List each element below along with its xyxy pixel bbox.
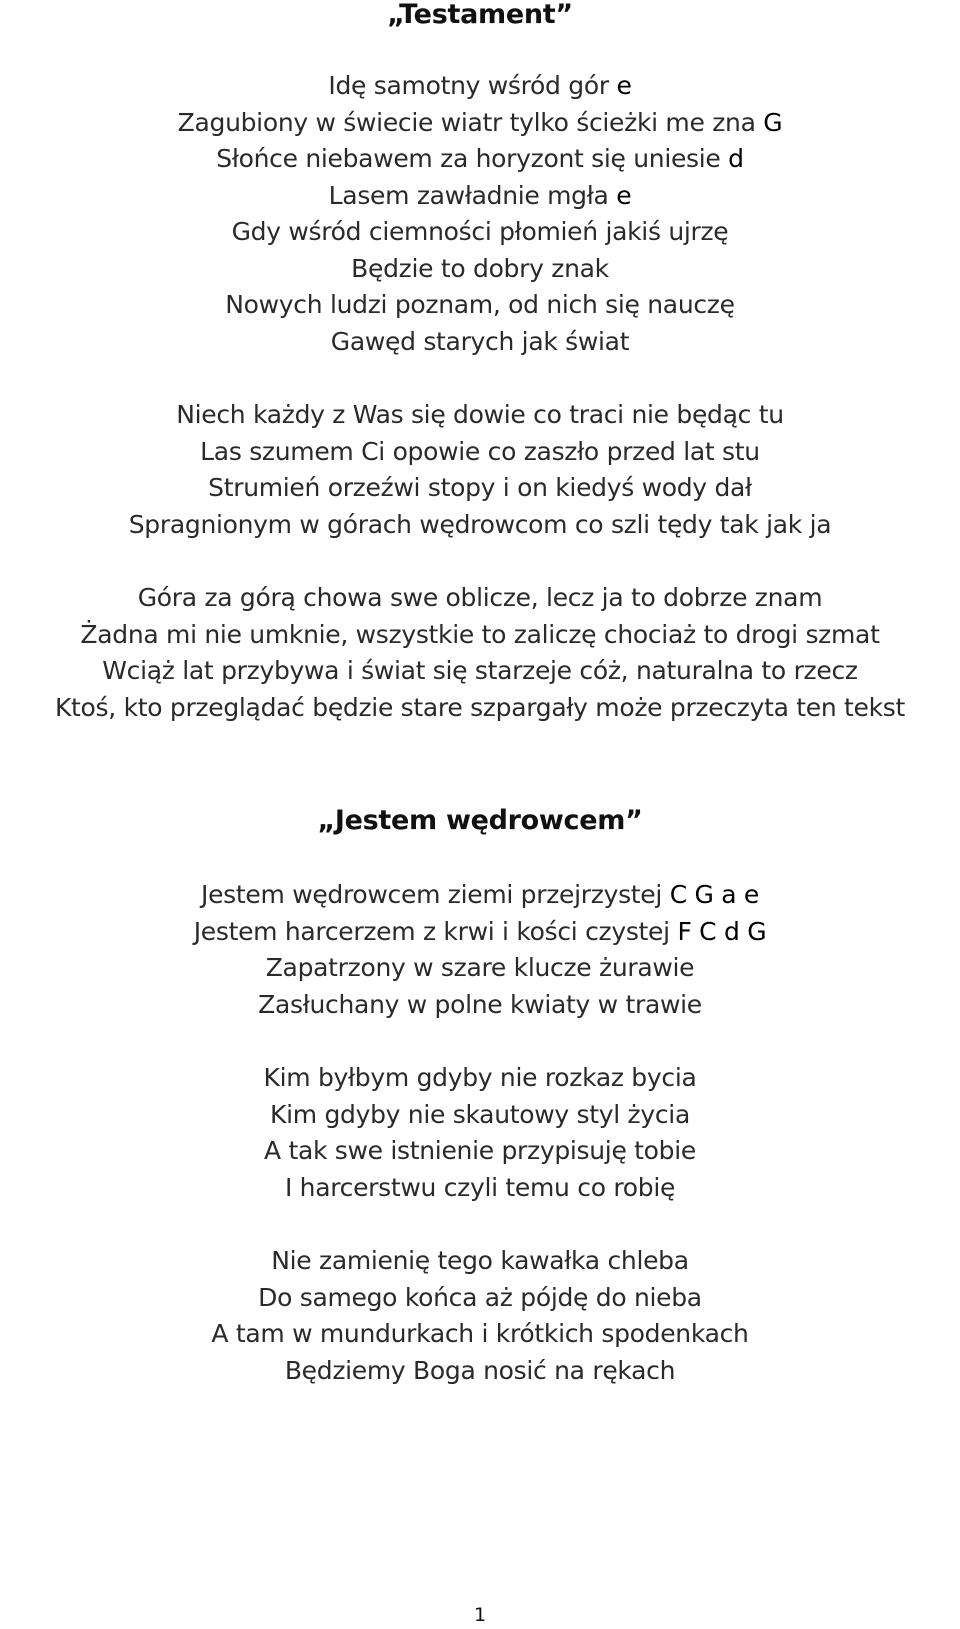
lyric-line (0, 1316, 960, 1353)
lyric-line (0, 580, 960, 617)
stanza (0, 580, 960, 726)
song-testament (0, 0, 960, 726)
chord-label: F C d G (677, 916, 767, 946)
lyric-text: Będziemy Boga nosić na rękach (284, 1355, 676, 1385)
lyric-text: Zasłuchany w polne kwiaty w trawie (258, 989, 702, 1019)
song-jestem-wedrowcem (0, 806, 960, 1389)
lyric-text: Kim byłbym gdyby nie rozkaz bycia (263, 1063, 697, 1092)
lyric-line (0, 1133, 960, 1170)
lyric-text: A tak swe istnienie przypisuję tobie (264, 1136, 696, 1165)
lyric-line (0, 507, 960, 544)
lyric-text: Zagubiony w świecie wiatr tylko ścieżki me zna (177, 107, 756, 137)
lyric-line (0, 914, 960, 951)
lyric-text: Słońce niebawem za horyzont się uniesie (216, 144, 721, 173)
stanza (0, 397, 960, 543)
lyric-text: Strumień orzeźwi stopy i on kiedyś wody dał (208, 473, 752, 502)
lyric-text: Gawęd starych jak świat (330, 326, 630, 356)
lyric-text: Do samego końca aż pójdę do nieba (258, 1282, 702, 1312)
lyric-line (0, 324, 960, 361)
stanza (0, 68, 960, 360)
lyric-line (0, 1097, 960, 1134)
lyric-text: Idę samotny wśród gór (328, 71, 609, 100)
chord-label: e (616, 180, 632, 210)
lyric-text: Kim gdyby nie skautowy styl życia (270, 1099, 690, 1129)
lyric-text: Niech każdy z Was się dowie co traci nie będąc tu (176, 400, 784, 429)
lyric-line (0, 251, 960, 288)
lyric-line (0, 68, 960, 105)
lyric-line (0, 397, 960, 434)
lyric-line (0, 470, 960, 507)
lyric-line (0, 105, 960, 142)
lyric-line (0, 214, 960, 251)
lyric-line (0, 877, 960, 914)
stanza (0, 1243, 960, 1389)
lyric-text: Spragnionym w górach wędrowcom co szli tędy tak jak ja (128, 509, 832, 539)
lyric-text: Nowych ludzi poznam, od nich się nauczę (225, 290, 735, 319)
lyric-text: Żadna mi nie umknie, wszystkie to zaliczę chociaż to drogi szmat (80, 619, 880, 649)
page-number: 1 (473, 1604, 487, 1626)
lyric-text: Jestem wędrowcem ziemi przejrzystej (201, 880, 663, 909)
lyric-line (0, 617, 960, 654)
song-title: „Jestem wędrowcem” (317, 805, 643, 836)
lyric-line (0, 1243, 960, 1280)
lyric-line (0, 1170, 960, 1207)
lyric-line (0, 987, 960, 1024)
lyric-line (0, 1353, 960, 1390)
lyric-line (0, 141, 960, 178)
lyric-text: Zapatrzony w szare klucze żurawie (265, 953, 695, 982)
chord-label: C G a e (669, 880, 759, 909)
lyric-text: Las szumem Ci opowie co zaszło przed lat stu (200, 436, 760, 466)
lyric-text: I harcerstwu czyli temu co robię (284, 1172, 676, 1202)
lyric-text: Góra za górą chowa swe oblicze, lecz ja to dobrze znam (137, 583, 823, 612)
song-title: „Testament” (387, 0, 573, 30)
chord-label: d (728, 144, 744, 173)
lyric-text: Będzie to dobry znak (351, 253, 609, 283)
lyric-line (0, 1060, 960, 1097)
chord-label: e (616, 71, 632, 100)
lyric-line (0, 690, 960, 727)
lyric-line (0, 434, 960, 471)
lyric-text: Jestem harcerzem z krwi i kości czystej (193, 916, 670, 946)
lyric-line (0, 653, 960, 690)
lyric-text: Nie zamienię tego kawałka chleba (271, 1246, 689, 1275)
stanza (0, 1060, 960, 1206)
lyric-line (0, 1280, 960, 1317)
lyric-text: Lasem zawładnie mgła (328, 180, 609, 210)
lyric-line (0, 950, 960, 987)
chord-label: G (763, 107, 783, 137)
lyric-line (0, 287, 960, 324)
lyric-text: Ktoś, kto przeglądać będzie stare szpargały może przeczyta ten tekst (54, 692, 906, 722)
lyric-text: A tam w mundurkach i krótkich spodenkach (211, 1319, 749, 1348)
lyric-text: Wciąż lat przybywa i świat się starzeje cóż, naturalna to rzecz (102, 656, 858, 685)
stanza (0, 877, 960, 1023)
lyric-line (0, 178, 960, 215)
lyric-text: Gdy wśród ciemności płomień jakiś ujrzę (231, 217, 729, 246)
